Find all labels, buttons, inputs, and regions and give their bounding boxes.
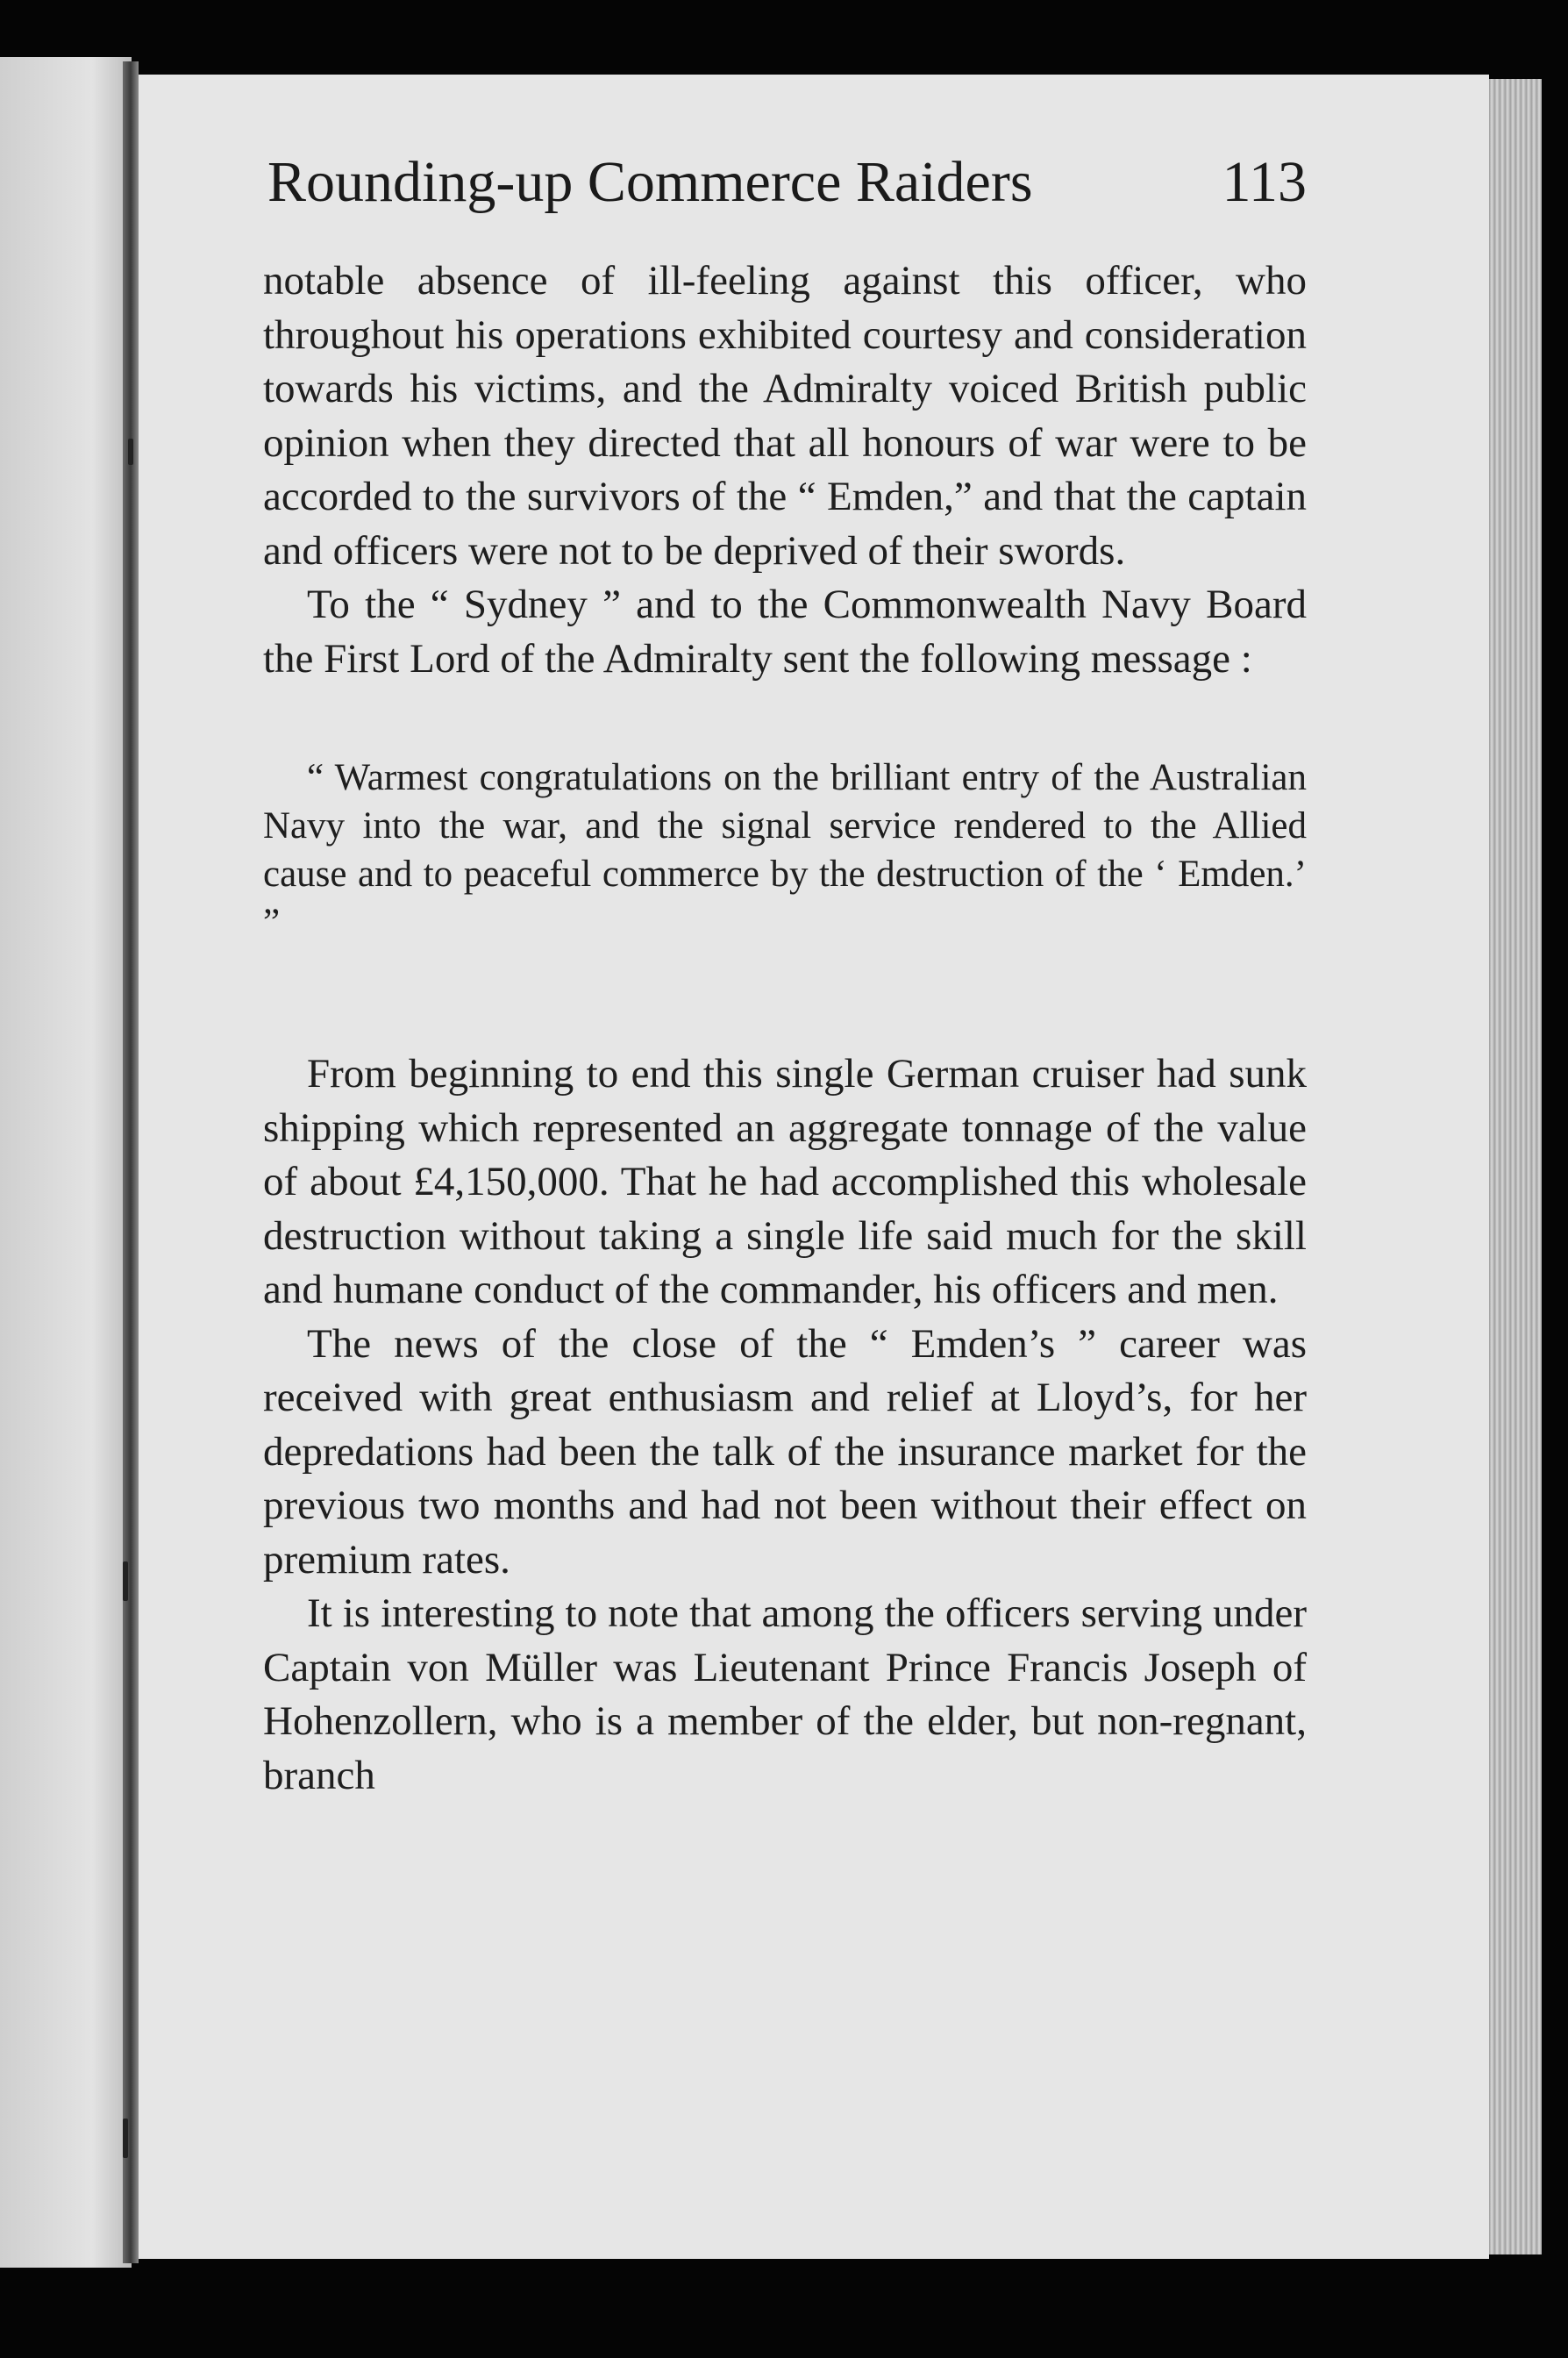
running-title: Rounding-up Commerce Raiders [267,150,1033,214]
binding-mark [128,439,133,465]
binding-mark [123,1561,128,1601]
page-number: 113 [1222,150,1307,214]
binding-mark [123,2119,128,2158]
block-quote: “ Warmest congratulations on the brilliant entry of the Australian Navy into the war, and the signal service rendered to the Allied cause and to peaceful commerce by the destruction of the ‘ Emden.’ ” [263,757,1307,943]
paragraph: The news of the close of the “ Emden’s ” career was received with great enthusiasm and relief at Lloyd’s, for her depredations had been the talk of the insurance market for the previous two months and had not been without their effect on premium rates. [263,1320,1307,1583]
page-body [263,254,1307,1803]
paragraph: From beginning to end this single German cruiser had sunk shipping which represented an aggregate tonnage of the value of about £4,150,000. That he had accomplished this wholesale destruction without taking a single life said much for the skill and humane conduct of the commander, his officers and men. [263,1051,1307,1312]
page-stack-edge [1489,79,1542,2254]
page-header [267,149,1307,228]
paragraph: notable absence of ill-feeling against this officer, who throughout his operations exhibited courtesy and consideration towards his victims, and the Admiralty voiced British public opinion when they directed that all honours of war were to be accorded to the survivors of the “ Emden,” and that the captain and officers were not to be deprived of their swords. [263,258,1307,574]
facing-page-edge [0,57,132,2268]
book-gutter [123,61,139,2263]
paragraph: To the “ Sydney ” and to the Commonwealth Navy Board the First Lord of the Admiralty sent the following message : [263,582,1307,682]
paragraph: It is interesting to note that among the officers serving under Captain von Müller was Lieutenant Prince Francis Joseph of Hohenzollern, who is a member of the elder, but non-regnant, branch [263,1590,1307,1798]
